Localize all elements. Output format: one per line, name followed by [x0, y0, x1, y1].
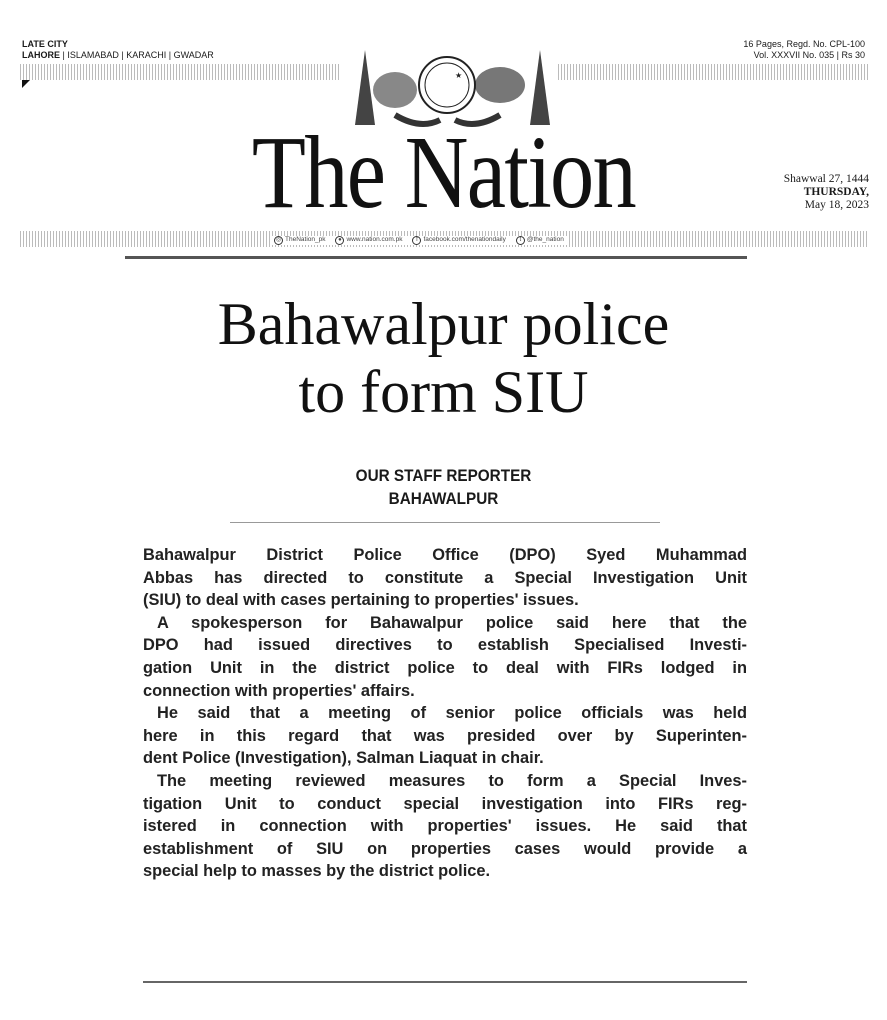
masthead-rule: [125, 256, 747, 259]
body-line: Bahawalpur District Police Office (DPO) Syed Muhammad: [143, 546, 747, 564]
twitter-icon: t: [516, 236, 525, 245]
body-line: connection with properties' affairs.: [143, 681, 415, 700]
hijri-date: Shawwal 27, 1444: [783, 173, 869, 185]
body-line: establishment of SIU on properties cases would provide a: [143, 839, 747, 858]
social-link[interactable]: [516, 236, 564, 245]
body-line: here in this regard that was presided over by Superinten-: [143, 726, 747, 745]
city: ISLAMABAD: [67, 50, 119, 60]
web-icon: ●: [335, 236, 344, 245]
body-line: gation Unit in the district police to deal with FIRs lodged in: [143, 658, 747, 677]
article-end-rule: [143, 981, 747, 983]
social-label: @the_nation: [526, 236, 564, 243]
pages-regd: 16 Pages, Regd. No. CPL-100: [743, 39, 865, 49]
social-label: facebook.com/thenationdaily: [423, 236, 506, 243]
gregorian-date: May 18, 2023: [804, 199, 869, 211]
social-links: [270, 236, 568, 245]
masthead-stripe-left: [20, 64, 340, 80]
svg-text:★: ★: [455, 71, 463, 80]
article-body: [143, 544, 747, 883]
facebook-icon: f: [412, 236, 421, 245]
body-line: He said that a meeting of senior police officials was held: [157, 704, 747, 723]
body-line: The meeting reviewed measures to form a Special Inves-: [157, 771, 747, 790]
headline-line: Bahawalpur police: [217, 291, 670, 357]
corner-triangle-icon: [22, 80, 30, 88]
headline: [0, 290, 887, 426]
byline-rule: [230, 522, 660, 523]
city: LAHORE: [22, 50, 60, 60]
volume: Vol. XXXVII No. 035 | Rs 30: [753, 50, 865, 60]
byline: [44, 464, 842, 510]
social-link[interactable]: [274, 236, 325, 245]
social-label: TheNation_pk: [285, 236, 326, 243]
edition-label: LATE CITY: [22, 39, 68, 49]
masthead-stripe-right: [558, 64, 868, 80]
newspaper-title: The Nation: [251, 115, 636, 230]
body-line: (SIU) to deal with cases pertaining to properties' issues.: [143, 591, 579, 610]
body-line: dent Police (Investigation), Salman Liaquat in chair.: [143, 749, 544, 768]
headline-line: to form SIU: [298, 359, 589, 425]
body-line: istered in connection with properties' issues. He said that: [143, 817, 747, 836]
social-label: www.nation.com.pk: [346, 236, 403, 243]
body-line: special help to masses by the district police.: [143, 862, 491, 881]
body-line: A spokesperson for Bahawalpur police said here that the: [157, 613, 747, 632]
body-line: DPO had issued directives to establish Specialised Investi-: [143, 636, 747, 655]
issue-date: [784, 173, 869, 212]
reporter: OUR STAFF REPORTER: [355, 466, 532, 485]
social-link[interactable]: [412, 236, 505, 245]
edition-info: LATE CITY LAHORE | ISLAMABAD | KARACHI | GWADAR: [22, 39, 214, 60]
body-line: tigation Unit to conduct special investigation into FIRs reg-: [143, 794, 747, 813]
dateline: BAHAWALPUR: [388, 489, 499, 508]
social-link[interactable]: [335, 236, 402, 245]
instagram-icon: ◎: [275, 237, 282, 243]
weekday: THURSDAY,: [803, 186, 869, 198]
city: KARACHI: [126, 50, 167, 60]
body-line: Abbas has directed to constitute a Special Investigation Unit: [143, 568, 747, 587]
issue-info: [743, 39, 865, 61]
city: GWADAR: [173, 50, 214, 60]
